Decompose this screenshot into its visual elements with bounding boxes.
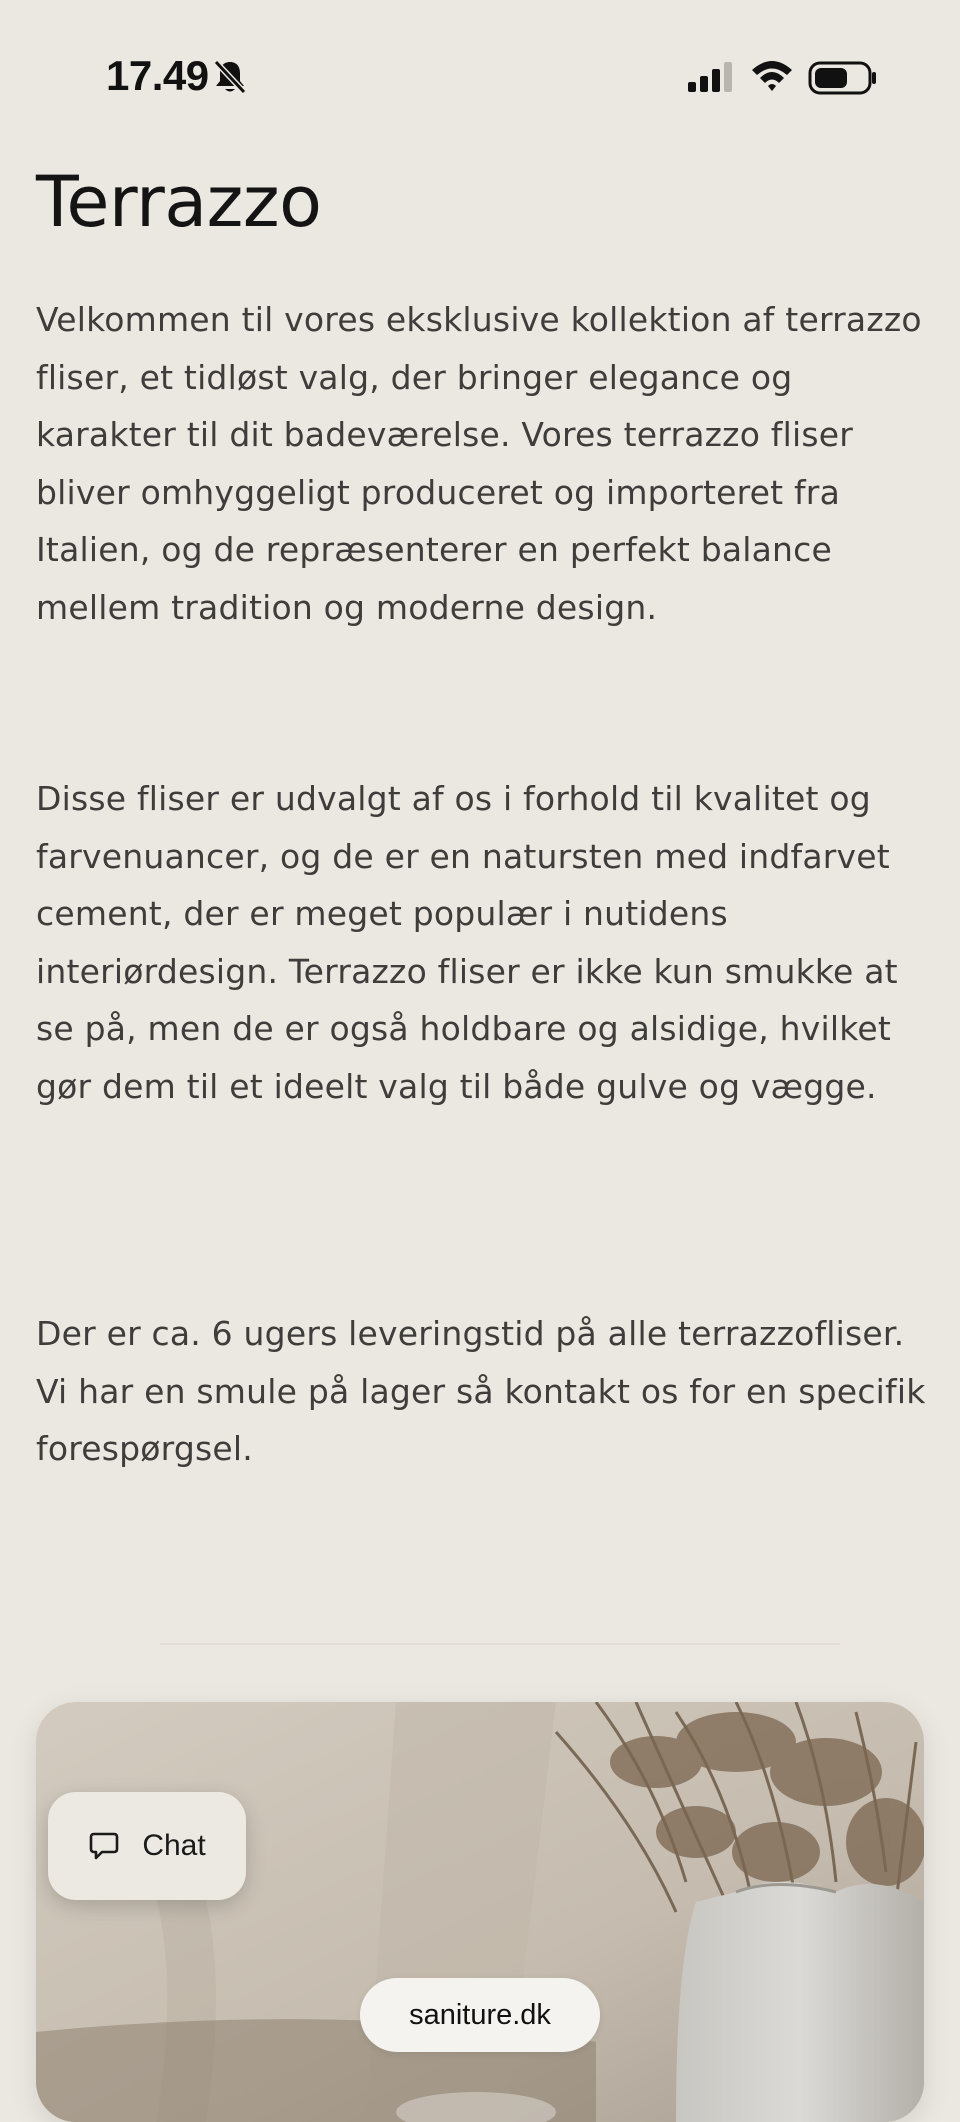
status-bar [0,0,960,150]
product-image[interactable] [36,1702,924,2122]
address-bar[interactable] [360,1978,600,2052]
delivery-paragraph: Der er ca. 6 ugers leveringstid på alle terrazzofliser. Vi har en smule på lager så kontakt os for en specifik forespørgsel. [36,1314,926,1468]
wifi-icon [750,58,794,94]
intro-paragraph: Velkommen til vores eksklusive kollektion af terrazzo fliser, et tidløst valg, der bringer elegance og karakter til dit badeværelse. Vores terrazzo fliser bliver omhyggeligt produceret og importeret fra Italien, og de repræsenterer en perfekt balance mellem tradition og moderne design. [36,300,922,627]
bell-slash-icon [212,58,248,96]
page-title: Terrazzo [36,161,322,243]
section-divider [160,1643,840,1645]
chat-label: Chat [142,1829,206,1862]
terrazzo-photo [36,1702,924,2122]
chat-button[interactable] [48,1792,246,1900]
url-text: saniture.dk [409,1998,551,2031]
cellular-signal-icon [688,62,736,94]
chat-bubble-icon [88,1831,120,1861]
description-paragraph: Disse fliser er udvalgt af os i forhold til kvalitet og farvenuancer, og de er en natursten med indfarvet cement, der er meget populær i nutidens interiørdesign. Terrazzo fliser er ikke kun smukke at se på, men de er også holdbare og alsidige, hvilket gør dem til et ideelt valg til både gulve og vægge. [36,779,898,1106]
status-time: 17.49 [106,52,209,99]
battery-icon [808,60,878,96]
